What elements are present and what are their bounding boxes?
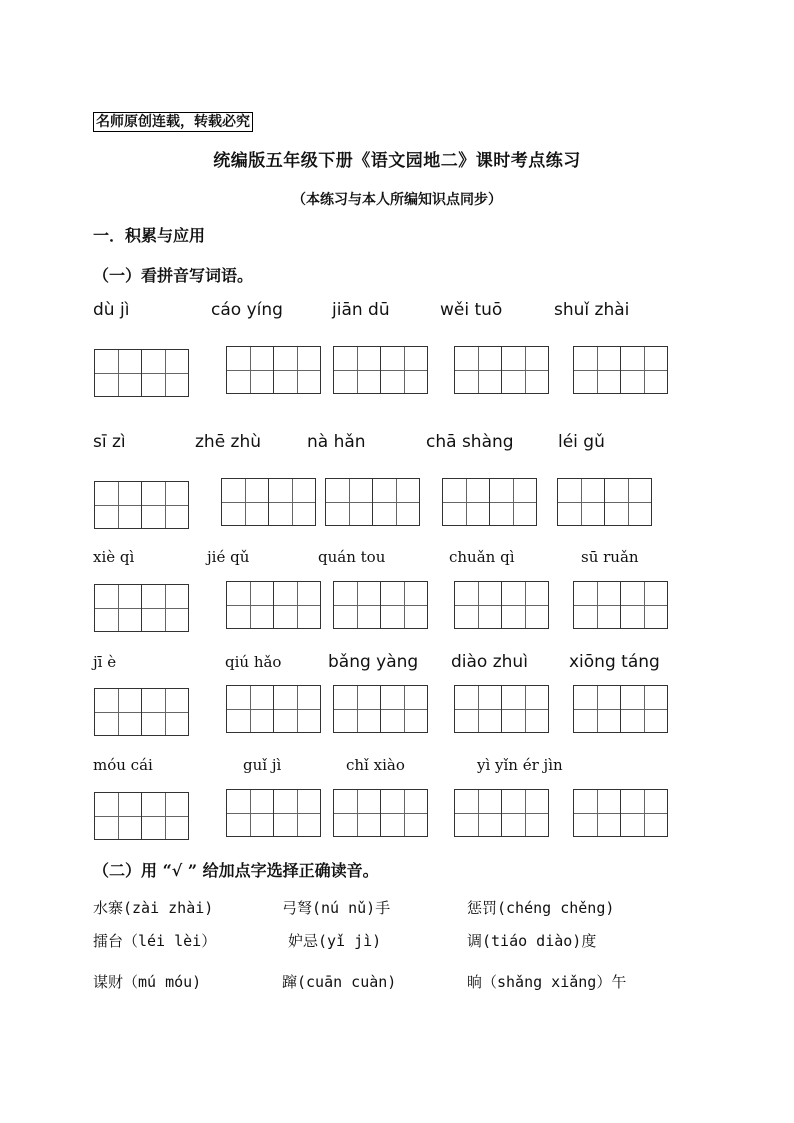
writing-grid[interactable] — [573, 685, 667, 733]
pinyin-label: nà hǎn — [307, 432, 366, 452]
writing-grid[interactable] — [226, 685, 320, 733]
writing-grid[interactable] — [573, 581, 667, 629]
reading-choice[interactable]: 擂台（léi lèi） — [93, 932, 217, 950]
page-subtitle: （本练习与本人所编知识点同步） — [292, 192, 502, 208]
writing-grid[interactable] — [333, 685, 427, 733]
writing-grid[interactable] — [94, 584, 188, 632]
writing-grid[interactable] — [442, 478, 536, 526]
writing-grid[interactable] — [94, 792, 188, 840]
reading-choice[interactable]: 水寨(zài zhài) — [93, 899, 214, 917]
writing-grid[interactable] — [325, 478, 419, 526]
reading-choice[interactable]: 晌（shǎng xiǎng）午 — [467, 973, 627, 991]
writing-grid[interactable] — [226, 789, 320, 837]
pinyin-label: xiōng táng — [569, 652, 660, 672]
pinyin-label: jiān dū — [332, 300, 390, 320]
pinyin-label: qiú hǎo — [225, 653, 282, 671]
pinyin-label: sū ruǎn — [581, 548, 639, 566]
reading-choice[interactable]: 谋财（mú móu) — [93, 973, 202, 991]
writing-grid[interactable] — [226, 581, 320, 629]
copyright-tag: 名师原创连载，转载必究 — [93, 112, 253, 132]
part1-heading: （一）看拼音写词语。 — [93, 266, 254, 285]
writing-grid[interactable] — [557, 478, 651, 526]
writing-grid[interactable] — [94, 688, 188, 736]
page-title: 统编版五年级下册《语文园地二》课时考点练习 — [213, 151, 581, 171]
writing-grid[interactable] — [454, 685, 548, 733]
pinyin-label: móu cái — [93, 756, 153, 774]
writing-grid[interactable] — [333, 346, 427, 394]
pinyin-label: bǎng yàng — [328, 652, 419, 672]
pinyin-label: chā shàng — [426, 432, 514, 452]
section-heading: 一．积累与应用 — [93, 226, 206, 245]
pinyin-label: xiè qì — [93, 548, 135, 566]
pinyin-label: dù jì — [93, 300, 130, 320]
pinyin-label: shuǐ zhài — [554, 300, 630, 320]
reading-choice[interactable]: 弓弩(nú nǔ)手 — [282, 899, 391, 917]
pinyin-label: diào zhuì — [451, 652, 528, 672]
writing-grid[interactable] — [221, 478, 315, 526]
writing-grid[interactable] — [94, 349, 188, 397]
pinyin-label: sī zì — [93, 432, 126, 452]
reading-choice[interactable]: 妒忌(yǐ jì) — [288, 932, 382, 950]
reading-choice[interactable]: 惩罚(chéng chěng) — [467, 899, 615, 917]
pinyin-label: guǐ jì — [243, 756, 282, 774]
reading-choice[interactable]: 蹿(cuān cuàn) — [282, 973, 397, 991]
pinyin-label: wěi tuō — [440, 300, 503, 320]
writing-grid[interactable] — [226, 346, 320, 394]
writing-grid[interactable] — [94, 481, 188, 529]
pinyin-label: quán tou — [318, 548, 386, 566]
writing-grid[interactable] — [454, 581, 548, 629]
writing-grid[interactable] — [454, 346, 548, 394]
writing-grid[interactable] — [333, 581, 427, 629]
pinyin-label: chuǎn qì — [449, 548, 515, 566]
writing-grid[interactable] — [573, 346, 667, 394]
reading-choice[interactable]: 调(tiáo diào)度 — [467, 932, 597, 950]
writing-grid[interactable] — [454, 789, 548, 837]
pinyin-label: cáo yíng — [211, 300, 283, 320]
pinyin-label: léi gǔ — [558, 432, 605, 452]
writing-grid[interactable] — [333, 789, 427, 837]
part2-heading: （二）用 “√ ” 给加点字选择正确读音。 — [93, 861, 379, 880]
pinyin-label: chǐ xiào — [346, 756, 405, 774]
pinyin-label: jī è — [93, 653, 117, 671]
pinyin-label: yì yǐn ér jìn — [477, 756, 563, 774]
pinyin-label: zhē zhù — [195, 432, 262, 452]
pinyin-label: jié qǔ — [207, 548, 250, 566]
writing-grid[interactable] — [573, 789, 667, 837]
